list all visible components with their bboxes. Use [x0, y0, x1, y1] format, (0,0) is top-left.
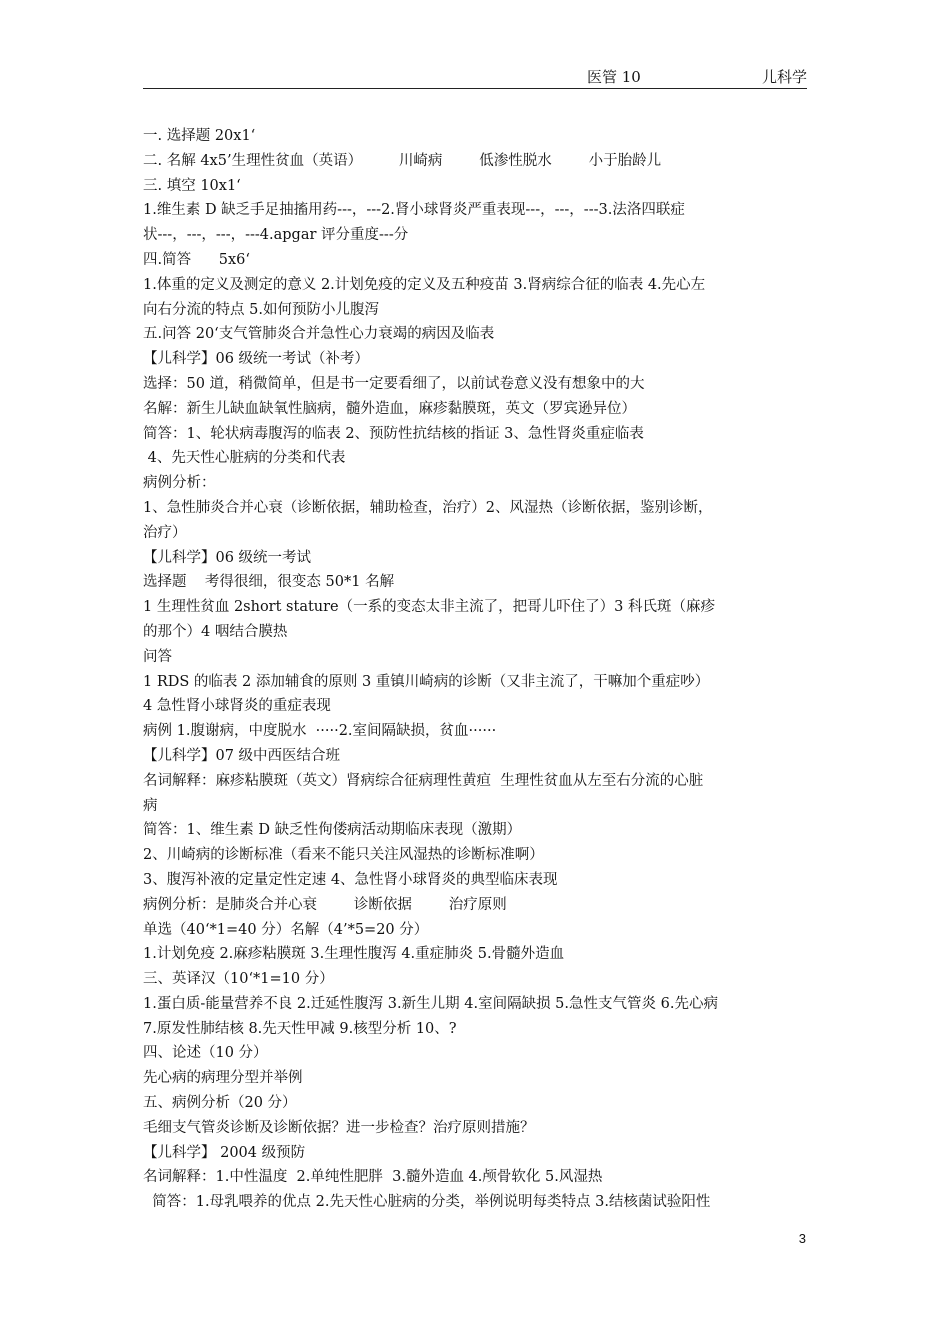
document-body — [143, 124, 813, 1215]
text-line: 五.问答 20‘支气管肺炎合并急性心力衰竭的病因及临表 — [143, 326, 495, 343]
header-rule — [143, 88, 807, 89]
text-line: 的那个）4 咽结合膜热 — [143, 623, 288, 640]
text-line: 2、川崎病的诊断标准（看来不能只关注风湿热的诊断标准啊） — [143, 847, 544, 864]
text-line: 先心病的病理分型并举例 — [143, 1070, 303, 1087]
text-line: 简答：1.母乳喂养的优点 2.先天性心脏病的分类，举例说明每类特点 3.结核菌试验阳性 — [143, 1194, 711, 1211]
text-line: 毛细支气管炎诊断及诊断依据？进一步检查？治疗原则措施？ — [143, 1119, 535, 1136]
text-line: 名解：新生儿缺血缺氧性脑病，髓外造血，麻疹黏膜斑，英文（罗宾逊异位） — [143, 400, 636, 417]
text-line: 名词解释：麻疹粘膜斑（英文）肾病综合征病理性黄疸 生理性贫血从左至右分流的心脏 — [143, 772, 704, 789]
text-line: 向右分流的特点 5.如何预防小儿腹泻 — [143, 301, 379, 318]
text-line: 1.计划免疫 2.麻疹粘膜斑 3.生理性腹泻 4.重症肺炎 5.骨髓外造血 — [143, 946, 565, 963]
page-header — [143, 66, 807, 88]
text-line: 问答 — [143, 648, 172, 665]
text-line: 简答：1、轮状病毒腹泻的临表 2、预防性抗结核的指证 3、急性肾炎重症临表 — [143, 425, 644, 442]
text-line: 状---，---，---，---4.apgar 评分重度---分 — [143, 227, 409, 244]
text-line: 1.维生素 D 缺乏手足抽搐用药---，---2.肾小球肾炎严重表现---，---，---3.法洛四联症 — [143, 202, 685, 219]
text-line: 【儿科学】 2004 级预防 — [143, 1144, 306, 1161]
text-line: 简答：1、维生素 D 缺乏性佝偻病活动期临床表现（激期） — [143, 822, 522, 839]
text-line: 【儿科学】06 级统一考试 — [143, 549, 312, 566]
text-line: 单选（40‘*1=40 分）名解（4’*5=20 分） — [143, 921, 429, 938]
text-line: 四.简答 5x6‘ — [143, 251, 251, 268]
text-line: 选择：50 道，稍微简单，但是书一定要看细了，以前试卷意义没有想象中的大 — [143, 375, 645, 392]
text-line: 4 急性肾小球肾炎的重症表现 — [143, 698, 331, 715]
text-line: 三. 填空 10x1‘ — [143, 177, 241, 194]
text-line: 3、腹泻补液的定量定性定速 4、急性肾小球肾炎的典型临床表现 — [143, 871, 558, 888]
text-line: 【儿科学】06 级统一考试（补考） — [143, 351, 370, 368]
text-line: 1.蛋白质-能量营养不良 2.迁延性腹泻 3.新生儿期 4.室间隔缺损 5.急性支气管炎 6.先心病 — [143, 995, 718, 1012]
text-line: 治疗） — [143, 524, 187, 541]
text-line: 4、先天性心脏病的分类和代表 — [143, 450, 346, 467]
text-line: 三、英译汉（10‘*1=10 分） — [143, 971, 334, 988]
text-line: 二. 名解 4x5’生理性贫血（英语） 川崎病 低渗性脱水 小于胎龄儿 — [143, 152, 662, 169]
text-line: 病例 1.腹谢病，中度脱水 ·····2.室间隔缺损，贫血······ — [143, 723, 497, 740]
header-subject: 儿科学 — [761, 68, 807, 86]
page-number: 3 — [798, 1231, 806, 1246]
text-line: 1 生理性贫血 2short stature（一系的变态太非主流了，把哥儿吓住了）3 科氏斑（麻疹 — [143, 599, 715, 616]
text-line: 病 — [143, 797, 158, 814]
text-line: 病例分析：是肺炎合并心衰 诊断依据 治疗原则 — [143, 896, 507, 913]
text-line: 1 RDS 的临表 2 添加辅食的原则 3 重镇川崎病的诊断（又非主流了，干嘛加个重症吵） — [143, 673, 710, 690]
text-line: 四、论述（10 分） — [143, 1045, 268, 1062]
text-line: 一. 选择题 20x1‘ — [143, 128, 256, 144]
text-line: 7.原发性肺结核 8.先天性甲减 9.核型分析 10、? — [143, 1020, 457, 1037]
text-line: 【儿科学】07 级中西医结合班 — [143, 747, 341, 764]
text-line: 选择题 考得很细，很变态 50*1 名解 — [143, 574, 395, 591]
text-line: 1、急性肺炎合并心衰（诊断依据，辅助检查，治疗）2、风湿热（诊断依据，鉴别诊断， — [143, 499, 713, 516]
text-line: 1.体重的定义及测定的意义 2.计划免疫的定义及五种疫苗 3.肾病综合征的临表 4.先心左 — [143, 276, 706, 293]
header-course: 医管 10 — [587, 68, 641, 86]
text-line: 五、病例分析（20 分） — [143, 1095, 297, 1112]
text-line: 名词解释：1.中性温度 2.单纯性肥胖 3.髓外造血 4.颅骨软化 5.风湿热 — [143, 1169, 603, 1186]
text-line: 病例分析： — [143, 475, 216, 492]
